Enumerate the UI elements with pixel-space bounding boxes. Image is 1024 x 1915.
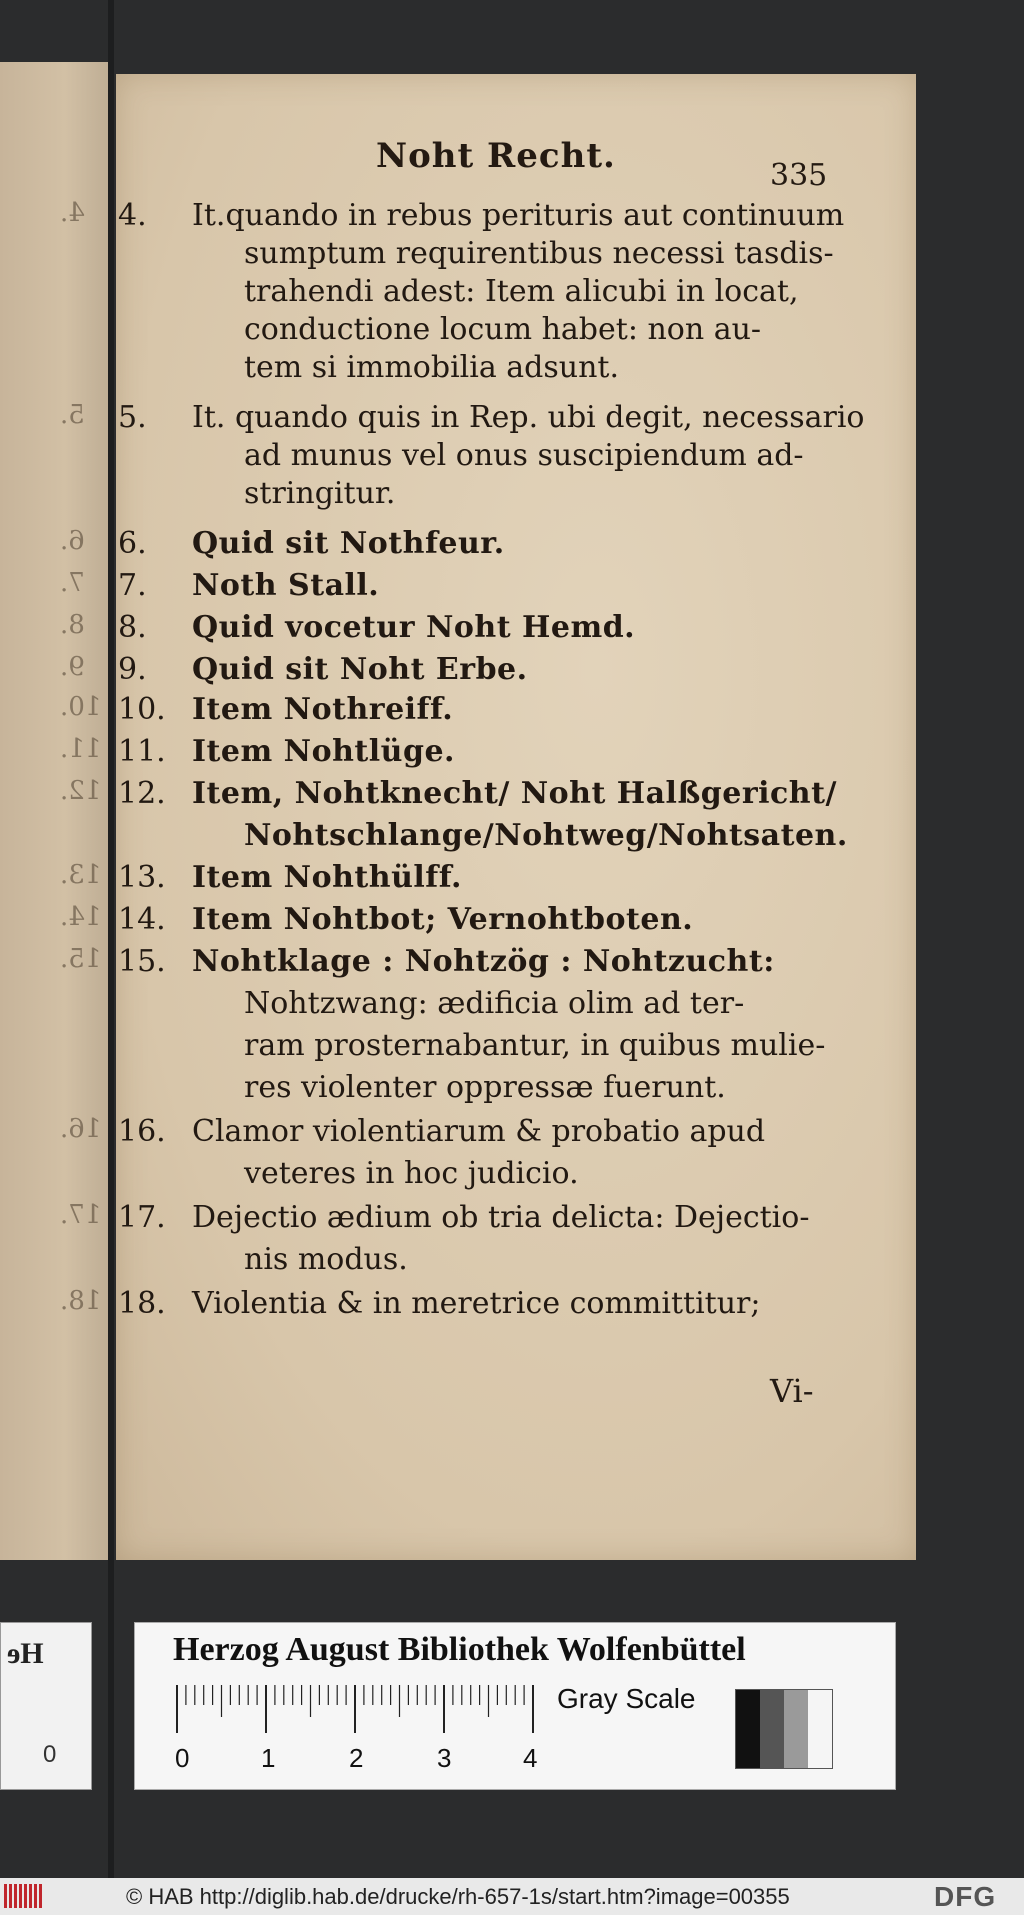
entry-line: Quid sit Noht Erbe.: [192, 652, 528, 687]
ruler-label: 3: [437, 1743, 452, 1773]
gray-swatches: [735, 1689, 833, 1769]
color-card-fragment: [0, 1622, 92, 1790]
card-fragment-zero: 0: [43, 1741, 57, 1768]
running-head: Noht Recht.: [376, 136, 616, 176]
show-through-number: 12.: [60, 776, 102, 806]
entry-line: Dejectio ædium ob tria delicta: Dejectio-: [192, 1200, 810, 1235]
show-through-number: 10.: [60, 692, 102, 722]
entry-number: 18.: [118, 1286, 166, 1321]
entry-number: 7.: [118, 568, 147, 603]
show-through-number: 5.: [60, 400, 85, 430]
entry-line: Nohtschlange/Nohtweg/Nohtsaten.: [244, 818, 848, 853]
dfg-logo: DFG: [934, 1881, 997, 1912]
entry-number: 15.: [118, 944, 166, 979]
footer-bar: [0, 1878, 1024, 1915]
entry-line: It. quando quis in Rep. ubi degit, necessario: [192, 400, 865, 435]
library-name: Herzog August Bibliothek Wolfenbüttel: [173, 1631, 746, 1668]
show-through-number: 16.: [60, 1114, 102, 1144]
gray-swatch: [784, 1690, 808, 1768]
color-reference-card: [134, 1622, 896, 1790]
gray-swatch: [808, 1690, 832, 1768]
show-through-number: 8.: [60, 610, 85, 640]
entry-line: tem si immobilia adsunt.: [244, 350, 619, 385]
show-through-number: 14.: [60, 902, 102, 932]
show-through-number: 13.: [60, 860, 102, 890]
entry-line: nis modus.: [244, 1242, 408, 1277]
gray-scale-label: Gray Scale: [557, 1683, 696, 1714]
entry-line: stringitur.: [244, 476, 396, 511]
show-through-number: 4.: [60, 198, 85, 228]
ruler-label: 0: [175, 1743, 190, 1773]
entry-line: ram prosternabantur, in quibus mulie-: [244, 1028, 826, 1063]
entry-number: 12.: [118, 776, 166, 811]
entry-line: Violentia & in meretrice committitur;: [192, 1286, 761, 1321]
ruler-label: 2: [349, 1743, 364, 1773]
copyright-link[interactable]: © HAB http://diglib.hab.de/drucke/rh-657-1s/start.htm?image=00355: [126, 1884, 790, 1909]
entry-number: 10.: [118, 692, 166, 727]
show-through-number: 6.: [60, 526, 85, 556]
entry-line: Item Nohtlüge.: [192, 734, 455, 769]
entry-line: conductione locum habet: non au-: [244, 312, 762, 347]
show-through-number: 7.: [60, 568, 85, 598]
entry-line: Item, Nohtknecht/ Noht Halßgericht/: [192, 776, 837, 811]
book-gutter: [108, 0, 114, 1878]
entry-line: veteres in hoc judicio.: [244, 1156, 579, 1191]
entry-line: Item Nohthülff.: [192, 860, 462, 895]
entry-line: Item Nohtbot; Vernohtboten.: [192, 902, 694, 937]
entry-number: 11.: [118, 734, 166, 769]
gray-swatch: [736, 1690, 760, 1768]
entry-number: 9.: [118, 652, 147, 687]
card-fragment-text: He: [7, 1637, 44, 1670]
scale-ruler: [175, 1683, 535, 1735]
entry-line: It.quando in rebus perituris aut continuum: [192, 198, 845, 233]
show-through-number: 9.: [60, 652, 85, 682]
entry-number: 17.: [118, 1200, 166, 1235]
previous-page-sliver: [0, 62, 108, 1560]
entry-line: Quid vocetur Noht Hemd.: [192, 610, 636, 645]
page-number: 335: [770, 158, 828, 193]
show-through-number: 15.: [60, 944, 102, 974]
entry-line: Nohtzwang: ædificia olim ad ter-: [244, 986, 745, 1021]
entry-line: Noth Stall.: [192, 568, 380, 603]
entry-line: Clamor violentiarum & probatio apud: [192, 1114, 766, 1149]
entry-line: ad munus vel onus suscipiendum ad-: [244, 438, 804, 473]
entry-line: Quid sit Nothfeur.: [192, 526, 505, 561]
show-through-number: 18.: [60, 1286, 102, 1316]
gray-swatch: [760, 1690, 784, 1768]
entry-number: 16.: [118, 1114, 166, 1149]
ruler-label: 1: [261, 1743, 276, 1773]
entry-line: Item Nothreiff.: [192, 692, 454, 727]
entry-number: 13.: [118, 860, 166, 895]
show-through-number: 11.: [60, 734, 102, 764]
hab-logo-icon: [4, 1884, 42, 1908]
entry-number: 5.: [118, 400, 147, 435]
entry-line: res violenter oppressæ fuerunt.: [244, 1070, 726, 1105]
entry-number: 4.: [118, 198, 147, 233]
show-through-number: 17.: [60, 1200, 102, 1230]
entry-line: Nohtklage : Nohtzög : Nohtzucht:: [192, 944, 775, 979]
entry-number: 14.: [118, 902, 166, 937]
entry-number: 8.: [118, 610, 147, 645]
entry-line: trahendi adest: Item alicubi in locat,: [244, 274, 799, 309]
entry-number: 6.: [118, 526, 147, 561]
entry-line: sumptum requirentibus necessi tasdis-: [244, 236, 834, 271]
ruler-label: 4: [523, 1743, 538, 1773]
catchword: Vi-: [770, 1372, 814, 1410]
